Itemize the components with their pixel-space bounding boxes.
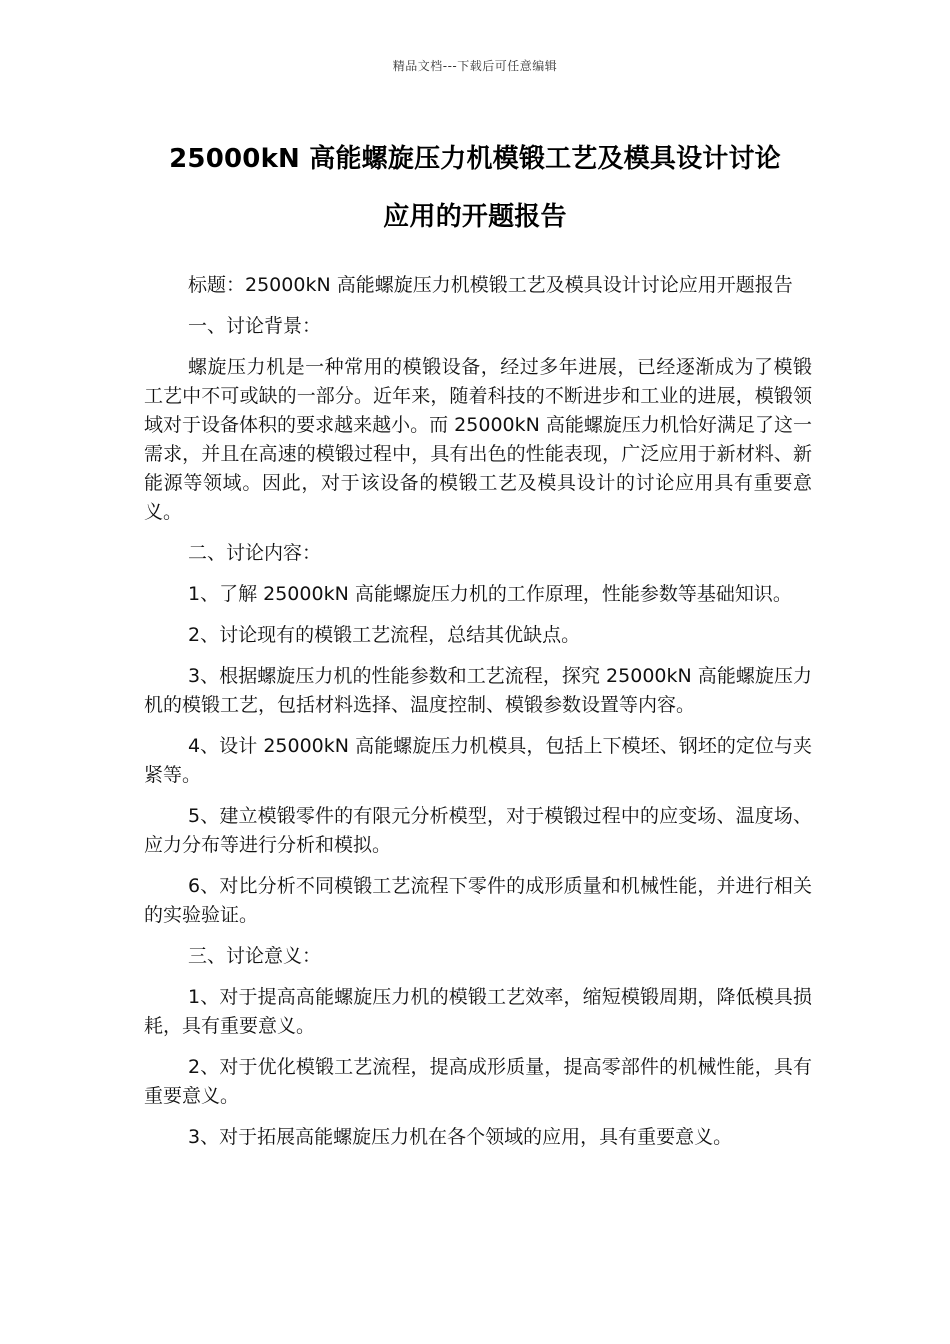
- content-item-3: 3、根据螺旋压力机的性能参数和工艺流程，探究 25000kN 高能螺旋压力机的模锻工艺，包括材料选择、温度控制、模锻参数设置等内容。: [144, 665, 812, 716]
- content-item-2: 2、讨论现有的模锻工艺流程，总结其优缺点。: [188, 624, 581, 646]
- significance-item-3: 3、对于拓展高能螺旋压力机在各个领域的应用，具有重要意义。: [188, 1126, 733, 1148]
- document-title-line-1: 25000kN 高能螺旋压力机模锻工艺及模具设计讨论: [169, 144, 781, 174]
- section-heading-significance: 三、讨论意义：: [188, 945, 322, 967]
- content-item-1: 1、了解 25000kN 高能螺旋压力机的工作原理，性能参数等基础知识。: [188, 583, 792, 605]
- document-body: [144, 271, 812, 1164]
- section-heading-background: 一、讨论背景：: [188, 315, 322, 337]
- content-item-4: 4、设计 25000kN 高能螺旋压力机模具，包括上下模坯、钢坯的定位与夹紧等。: [144, 735, 812, 786]
- content-item-5: 5、建立模锻零件的有限元分析模型，对于模锻过程中的应变场、温度场、应力分布等进行分析和模拟。: [144, 805, 812, 856]
- subject-line: 标题：25000kN 高能螺旋压力机模锻工艺及模具设计讨论应用开题报告: [188, 274, 793, 296]
- content-item-6: 6、对比分析不同模锻工艺流程下零件的成形质量和机械性能，并进行相关的实验验证。: [144, 875, 812, 926]
- background-paragraph: 螺旋压力机是一种常用的模锻设备，经过多年进展，已经逐渐成为了模锻工艺中不可或缺的一部分。近年来，随着科技的不断进步和工业的进展，模锻领域对于设备体积的要求越来越小。而 25000kN 高能螺旋压力机恰好满足了这一需求，并且在高速的模锻过程中，具有出色的性能表现，广泛应用于新材料、新能源等领域。因此，对于该设备的模锻工艺及模具设计的讨论应用具有重要意义。: [144, 356, 812, 523]
- section-heading-content: 二、讨论内容：: [188, 542, 322, 564]
- significance-item-1: 1、对于提高高能螺旋压力机的模锻工艺效率，缩短模锻周期，降低模具损耗，具有重要意义。: [144, 986, 812, 1037]
- significance-item-2: 2、对于优化模锻工艺流程，提高成形质量，提高零部件的机械性能，具有重要意义。: [144, 1056, 812, 1107]
- page-header-note: 精品文档---下载后可任意编辑: [392, 59, 558, 73]
- document-title-line-2: 应用的开题报告: [383, 202, 567, 232]
